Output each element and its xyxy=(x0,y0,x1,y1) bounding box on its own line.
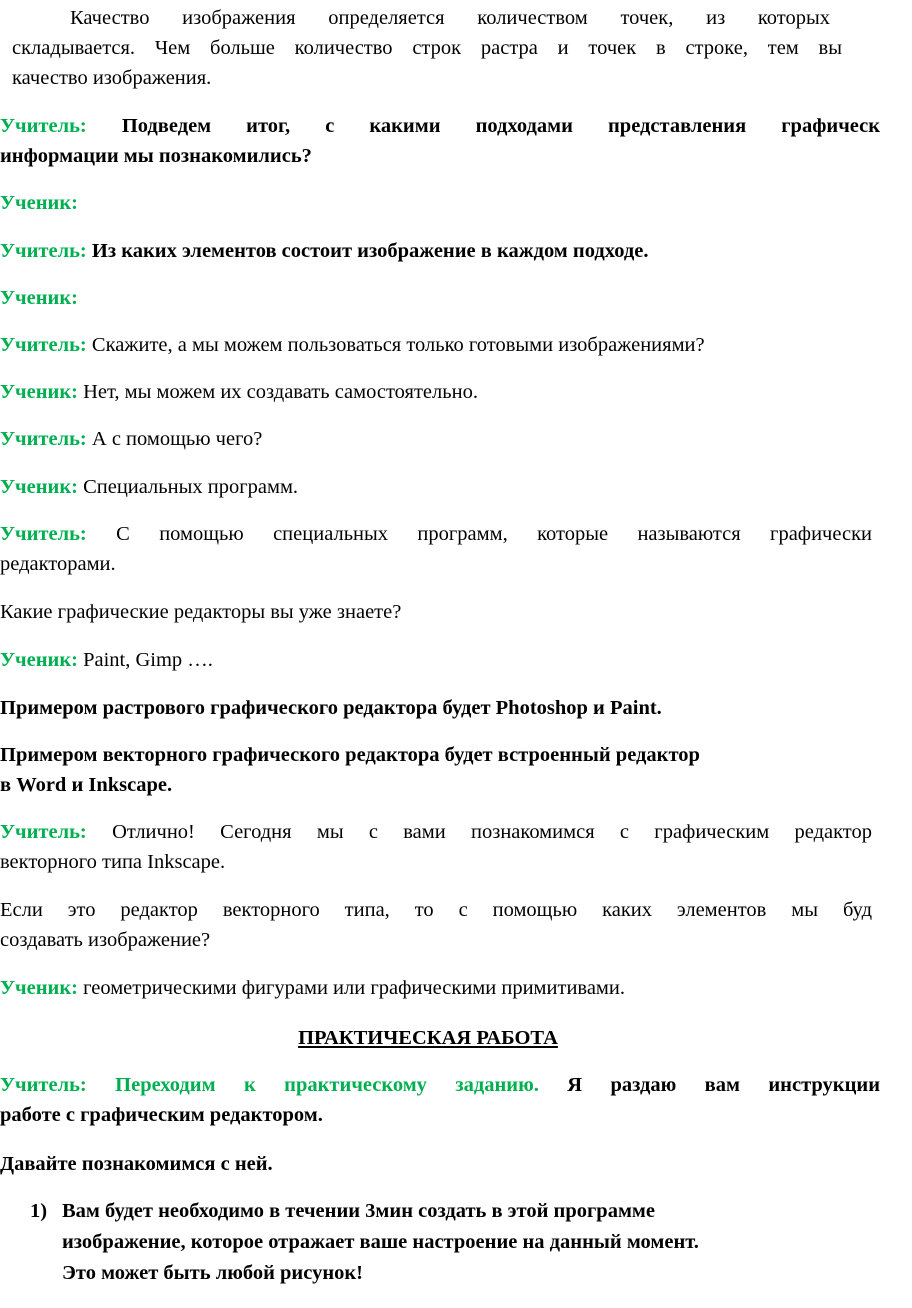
speaker-teacher: Учитель: xyxy=(0,334,87,356)
list-number: 1) xyxy=(30,1200,48,1222)
dialog-teacher-1: Учитель: Подведем итог, с какими подходами представления графическ xyxy=(0,115,881,137)
dialog-question-2-cont: создавать изображение? xyxy=(0,929,211,951)
dialog-teacher-5: Учитель: С помощью специальных программ, которые называются графически xyxy=(0,523,873,545)
dialog-student-2 xyxy=(0,284,900,313)
dialog-student-4: Ученик: Специальных программ. xyxy=(0,476,299,498)
dialog-teacher-6-cont: векторного типа Inkscape. xyxy=(0,851,226,873)
practice-teacher-line: Учитель: Переходим к практическому заданию. Я раздаю вам инструкции xyxy=(0,1074,881,1096)
dialog-question-1: Какие графические редакторы вы уже знаете? xyxy=(0,601,402,623)
intro-line-1: Качество изображения определяется количеством точек, из которых xyxy=(70,7,830,29)
speaker-teacher: Учитель: xyxy=(0,240,87,262)
speaker-student: Ученик: xyxy=(0,977,78,999)
raster-editor-example: Примером растрового графического редактора будет Photoshop и Paint. xyxy=(0,697,662,719)
dialog-teacher-1-cont: информации мы познакомились? xyxy=(0,145,312,167)
dialog-teacher-3: Учитель: Скажите, а мы можем пользоваться только готовыми изображениями? xyxy=(0,334,705,356)
dialog-student-3: Ученик: Нет, мы можем их создавать самостоятельно. xyxy=(0,381,478,403)
dialog-student-5: Ученик: Paint, Gimp …. xyxy=(0,649,213,671)
speaker-teacher: Учитель: xyxy=(0,115,87,137)
dialog-teacher-4: Учитель: А с помощью чего? xyxy=(0,428,263,450)
speaker-student: Ученик: xyxy=(0,381,78,403)
dialog-teacher-5-cont: редакторами. xyxy=(0,553,116,575)
dialog-student-6: Ученик: геометрическими фигурами или графическими примитивами. xyxy=(0,977,626,999)
speaker-teacher: Учитель: xyxy=(0,523,87,545)
speaker-teacher: Учитель: xyxy=(0,428,87,450)
dialog-teacher-6: Учитель: Отлично! Сегодня мы с вами познакомимся с графическим редактор xyxy=(0,821,872,843)
intro-line-3: качество изображения. xyxy=(12,67,212,89)
speaker-student: Ученик: xyxy=(0,649,78,671)
vector-editor-example: Примером векторного графического редактора будет встроенный редактор xyxy=(0,744,700,766)
speaker-student: Ученик: xyxy=(0,192,78,214)
list-item-line-3: Это может быть любой рисунок! xyxy=(62,1262,364,1284)
dialog-student-1 xyxy=(0,189,900,218)
vector-editor-example-cont: в Word и Inkscape. xyxy=(0,774,173,796)
practice-teacher-line-cont: работе с графическим редактором. xyxy=(0,1104,323,1126)
speaker-student: Ученик: xyxy=(0,476,78,498)
speaker-teacher: Учитель: xyxy=(0,821,87,843)
practice-intro: Давайте познакомимся с ней. xyxy=(0,1153,273,1175)
practice-heading: ПРАКТИЧЕСКАЯ РАБОТА xyxy=(298,1027,558,1049)
dialog-question-2: Если это редактор векторного типа, то с помощью каких элементов мы буд xyxy=(0,899,872,921)
list-item-line-2: изображение, которое отражает ваше настроение на данный момент. xyxy=(62,1231,699,1253)
intro-line-2: складывается. Чем больше количество строк растра и точек в строке, тем вы xyxy=(12,37,842,59)
speaker-student: Ученик: xyxy=(0,287,78,309)
dialog-teacher-2: Учитель: Из каких элементов состоит изображение в каждом подходе. xyxy=(0,240,649,262)
list-item-line-1: Вам будет необходимо в течении 3мин создать в этой программе xyxy=(62,1200,655,1222)
